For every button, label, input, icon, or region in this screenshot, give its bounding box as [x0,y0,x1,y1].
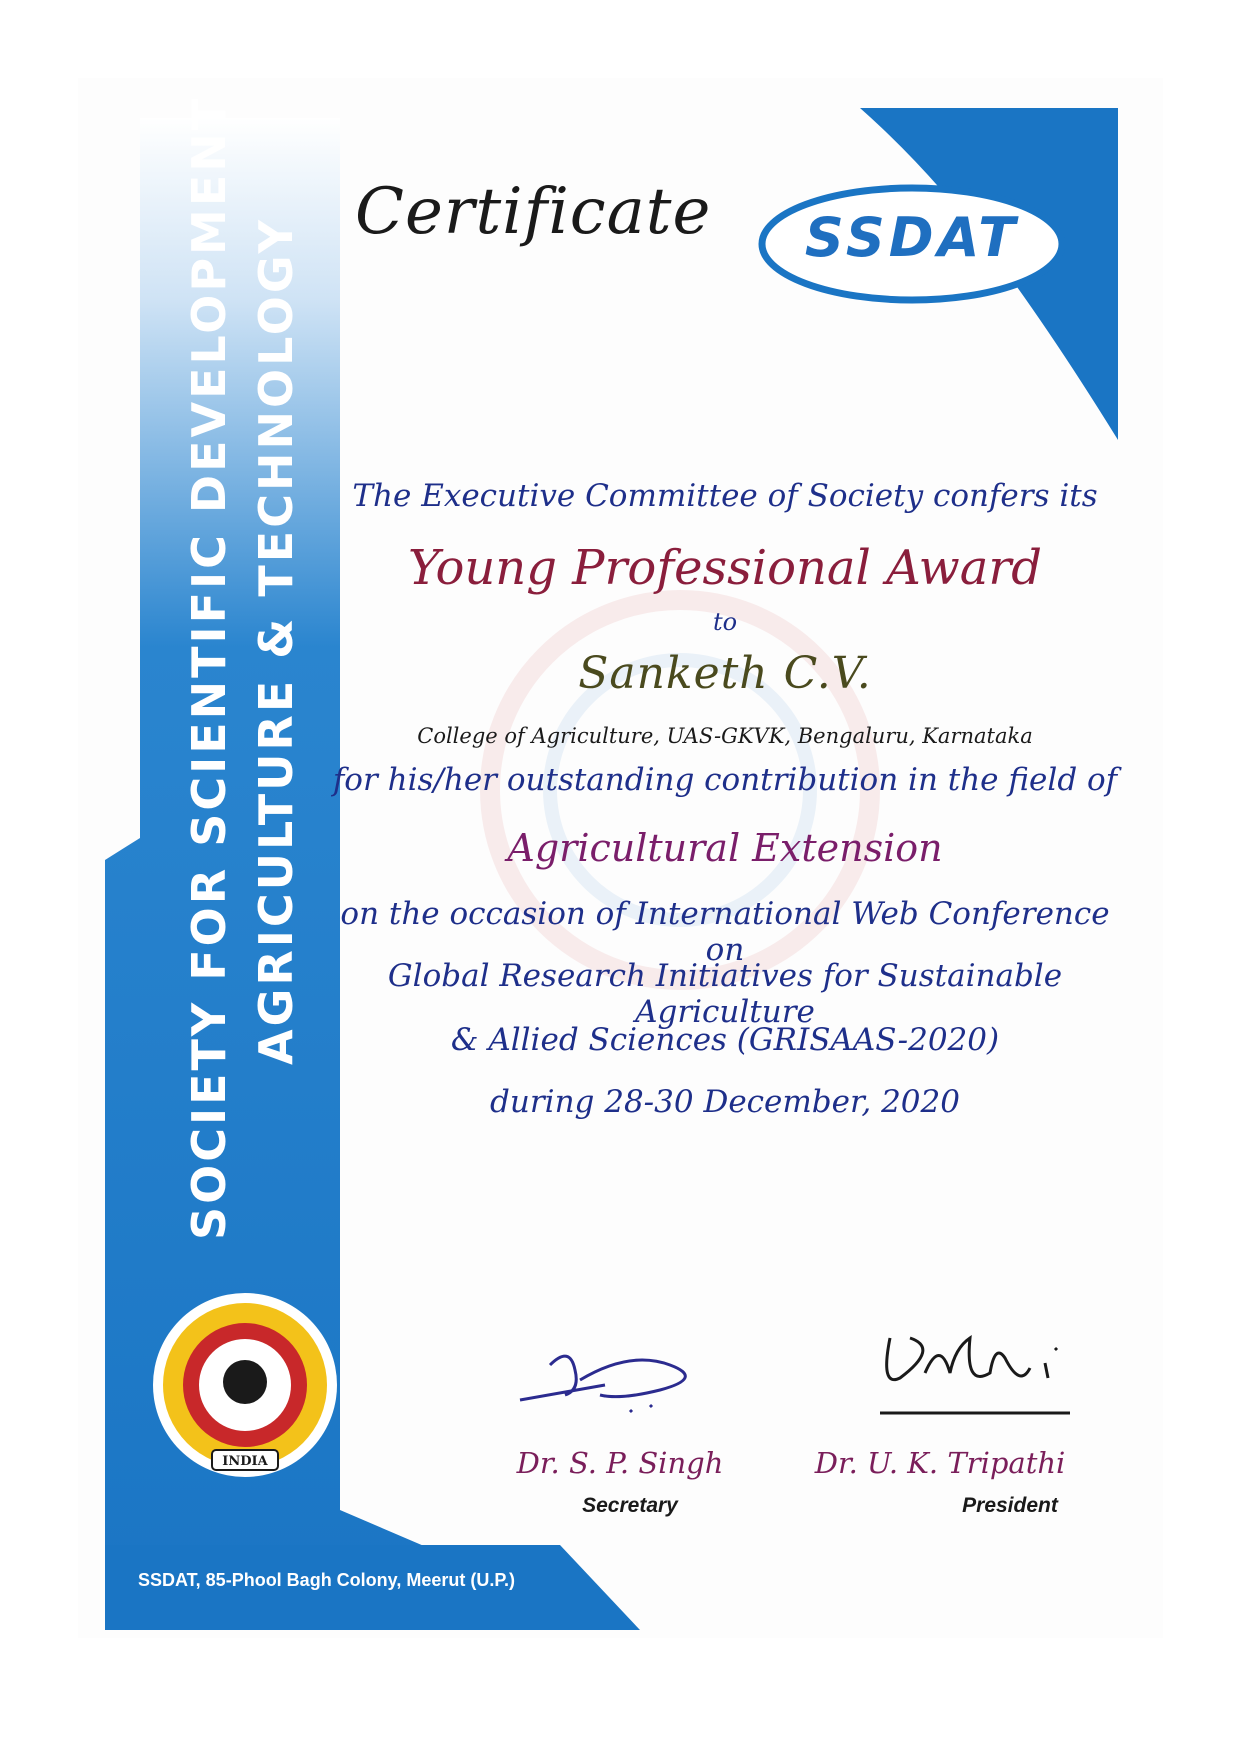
seal-label: INDIA [222,1454,268,1469]
side-line-2: AGRICULTURE & TECHNOLOGY [249,217,303,1065]
certificate-title: Certificate [355,175,712,249]
secretary-signature [510,1340,720,1430]
ssdat-logo-text: SSDAT [804,206,1020,269]
society-seal [150,1290,340,1480]
occasion-line-2: Global Research Initiatives for Sustainable Agriculture [387,958,1063,1030]
recipient-affiliation: College of Agriculture, UAS-GKVK, Bengaluru, Karnataka [417,724,1033,748]
president-name: Dr. U. K. Tripathi [814,1446,1066,1480]
occasion-line-1: on the occasion of International Web Conference on [340,896,1110,968]
secretary-name: Dr. S. P. Singh [516,1446,724,1480]
occasion-line-4: during 28-30 December, 2020 [490,1084,960,1120]
award-field: Agricultural Extension [507,826,943,870]
president-signature [870,1318,1080,1428]
tractor-icon [223,1360,267,1404]
contribution-text: for his/her outstanding contribution in the field of [332,762,1118,798]
award-title: Young Professional Award [407,540,1043,596]
side-line-1: SOCIETY FOR SCIENTIFIC DEVELOPMENT IN [182,15,236,1240]
to-text: to [712,608,738,636]
recipient-name: Sanketh C.V. [578,648,872,699]
secretary-role: Secretary [582,1494,678,1517]
president-role: President [962,1494,1058,1517]
occasion-line-3: & Allied Sciences (GRISAAS-2020) [450,1022,1000,1058]
intro-text: The Executive Committee of Society confers its [352,478,1098,514]
society-address: SSDAT, 85-Phool Bagh Colony, Meerut (U.P.) [138,1570,516,1590]
